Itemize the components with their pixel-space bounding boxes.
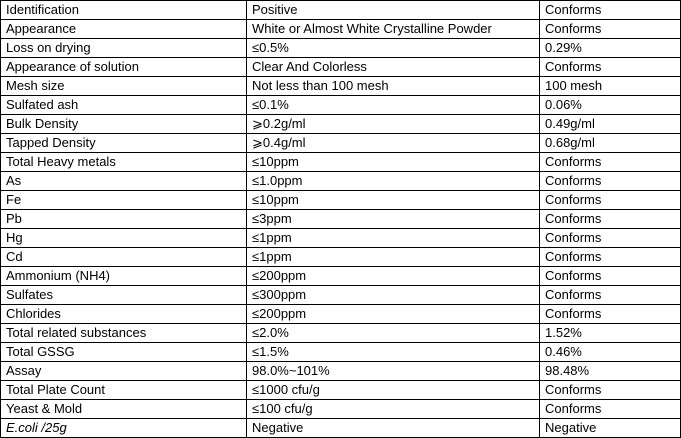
result-cell: Conforms	[540, 381, 681, 400]
table-row	[1, 210, 681, 229]
table-row	[1, 400, 681, 419]
table-row	[1, 172, 681, 191]
specification-cell: ⩾0.4g/ml	[247, 134, 540, 153]
test-item-cell: Assay	[1, 362, 247, 381]
specification-cell: ≤1ppm	[247, 248, 540, 267]
specification-cell: ≤0.5%	[247, 39, 540, 58]
result-cell: Conforms	[540, 1, 681, 20]
test-item-cell: As	[1, 172, 247, 191]
result-cell: Conforms	[540, 229, 681, 248]
test-item-cell: Total GSSG	[1, 343, 247, 362]
test-item-cell: Chlorides	[1, 305, 247, 324]
test-item-cell: Pb	[1, 210, 247, 229]
specification-cell: ≤10ppm	[247, 191, 540, 210]
result-cell: Conforms	[540, 267, 681, 286]
result-cell: 0.46%	[540, 343, 681, 362]
specification-cell: ≤100 cfu/g	[247, 400, 540, 419]
table-row	[1, 381, 681, 400]
result-cell: Conforms	[540, 20, 681, 39]
result-cell: 98.48%	[540, 362, 681, 381]
specification-cell: ≤10ppm	[247, 153, 540, 172]
test-item-cell: Total related substances	[1, 324, 247, 343]
result-cell: 0.06%	[540, 96, 681, 115]
test-item-cell: E.coli /25g	[1, 419, 247, 438]
table-row	[1, 267, 681, 286]
specification-cell: ≤0.1%	[247, 96, 540, 115]
test-item-cell: Sulfates	[1, 286, 247, 305]
test-item-cell: Yeast & Mold	[1, 400, 247, 419]
specification-cell: ≤2.0%	[247, 324, 540, 343]
test-item-cell: Mesh size	[1, 77, 247, 96]
result-cell: Conforms	[540, 305, 681, 324]
table-row	[1, 324, 681, 343]
test-item-cell: Loss on drying	[1, 39, 247, 58]
specification-table-body	[1, 1, 681, 438]
specification-cell: ≤1.5%	[247, 343, 540, 362]
specification-cell: ≤3ppm	[247, 210, 540, 229]
result-cell: Negative	[540, 419, 681, 438]
specification-cell: White or Almost White Crystalline Powder	[247, 20, 540, 39]
result-cell: 1.52%	[540, 324, 681, 343]
specification-cell: 98.0%~101%	[247, 362, 540, 381]
table-row	[1, 1, 681, 20]
specification-cell: ≤300ppm	[247, 286, 540, 305]
table-row	[1, 229, 681, 248]
test-item-cell: Appearance of solution	[1, 58, 247, 77]
table-row	[1, 286, 681, 305]
test-item-cell: Identification	[1, 1, 247, 20]
table-row	[1, 248, 681, 267]
specification-cell: ≤1000 cfu/g	[247, 381, 540, 400]
test-item-cell: Tapped Density	[1, 134, 247, 153]
test-item-cell: Cd	[1, 248, 247, 267]
table-row	[1, 39, 681, 58]
table-row	[1, 96, 681, 115]
table-row	[1, 305, 681, 324]
table-row	[1, 153, 681, 172]
table-row	[1, 115, 681, 134]
test-item-cell: Total Heavy metals	[1, 153, 247, 172]
specification-cell: ⩾0.2g/ml	[247, 115, 540, 134]
specification-cell: ≤1ppm	[247, 229, 540, 248]
specification-cell: ≤200ppm	[247, 305, 540, 324]
result-cell: Conforms	[540, 58, 681, 77]
test-item-cell: Bulk Density	[1, 115, 247, 134]
result-cell: Conforms	[540, 191, 681, 210]
test-item-cell: Sulfated ash	[1, 96, 247, 115]
result-cell: Conforms	[540, 248, 681, 267]
specification-cell: Not less than 100 mesh	[247, 77, 540, 96]
result-cell: Conforms	[540, 286, 681, 305]
table-row	[1, 134, 681, 153]
specification-cell: Positive	[247, 1, 540, 20]
specification-cell: Clear And Colorless	[247, 58, 540, 77]
test-item-cell: Ammonium (NH4)	[1, 267, 247, 286]
result-cell: 0.29%	[540, 39, 681, 58]
test-item-cell: Appearance	[1, 20, 247, 39]
table-row	[1, 77, 681, 96]
test-item-cell: Fe	[1, 191, 247, 210]
table-row	[1, 20, 681, 39]
result-cell: 0.49g/ml	[540, 115, 681, 134]
specification-cell: ≤200ppm	[247, 267, 540, 286]
specification-cell: Negative	[247, 419, 540, 438]
result-cell: 100 mesh	[540, 77, 681, 96]
result-cell: Conforms	[540, 210, 681, 229]
table-row	[1, 191, 681, 210]
result-cell: 0.68g/ml	[540, 134, 681, 153]
test-item-cell: Hg	[1, 229, 247, 248]
table-row	[1, 362, 681, 381]
table-row	[1, 58, 681, 77]
specification-cell: ≤1.0ppm	[247, 172, 540, 191]
result-cell: Conforms	[540, 172, 681, 191]
result-cell: Conforms	[540, 153, 681, 172]
test-item-cell: Total Plate Count	[1, 381, 247, 400]
table-row	[1, 343, 681, 362]
result-cell: Conforms	[540, 400, 681, 419]
